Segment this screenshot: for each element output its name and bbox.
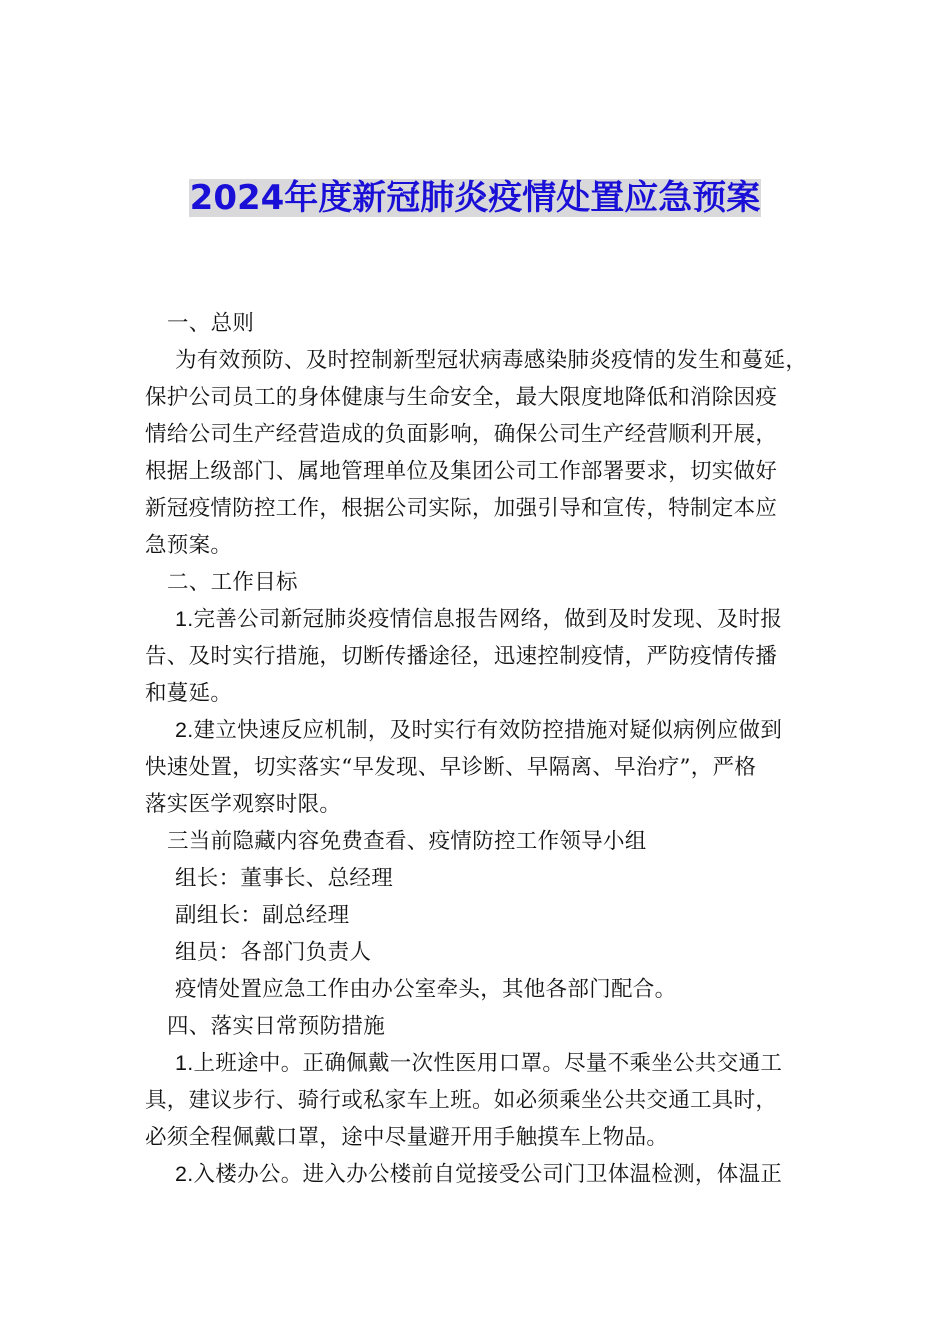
document-title: 2024年度新冠肺炎疫情处置应急预案 <box>189 178 761 218</box>
section-heading: 四、落实日常预防措施 <box>167 1014 386 1039</box>
section-heading: 二、工作目标 <box>167 570 298 595</box>
paragraph-line: 新冠疫情防控工作，根据公司实际，加强引导和宣传，特制定本应 <box>145 496 778 521</box>
list-number: 1. <box>175 607 194 631</box>
list-item-line <box>145 1156 810 1193</box>
list-text: 上班途中。正确佩戴一次性医用口罩。尽量不乘坐公共交通工 <box>193 1051 783 1076</box>
list-item-line: 和蔓延。 <box>145 681 233 706</box>
list-item-line <box>145 1045 810 1082</box>
list-item-line <box>145 712 810 749</box>
member-line: 疫情处置应急工作由办公室牵头，其他各部门配合。 <box>175 977 677 1002</box>
list-item-line: 落实医学观察时限。 <box>145 792 342 817</box>
paragraph-line: 情给公司生产经营造成的负面影响，确保公司生产经营顺利开展， <box>145 422 778 447</box>
list-item-line: 告、及时实行措施，切断传播途径，迅速控制疫情，严防疫情传播 <box>145 644 778 669</box>
list-number: 1. <box>175 1051 194 1075</box>
list-number: 2. <box>175 718 194 742</box>
section-heading: 三当前隐藏内容免费查看、疫情防控工作领导小组 <box>167 829 647 854</box>
paragraph-line: 根据上级部门、属地管理单位及集团公司工作部署要求，切实做好 <box>145 459 778 484</box>
list-text: 建立快速反应机制，及时实行有效防控措施对疑似病例应做到 <box>193 718 783 743</box>
list-text: 完善公司新冠肺炎疫情信息报告网络，做到及时发现、及时报 <box>193 607 783 632</box>
title-block <box>0 179 950 217</box>
member-line: 副组长：副总经理 <box>175 903 350 928</box>
list-item-line: 必须全程佩戴口罩，途中尽量避开用手触摸车上物品。 <box>145 1125 669 1150</box>
list-item-line: 快速处置，切实落实“早发现、早诊断、早隔离、早治疗”，严格 <box>145 755 757 780</box>
member-line: 组员：各部门负责人 <box>175 940 372 965</box>
member-line: 组长：董事长、总经理 <box>175 866 394 891</box>
section-heading: 一、总则 <box>167 311 255 336</box>
paragraph-line: 为有效预防、及时控制新型冠状病毒感染肺炎疫情的发生和蔓延， <box>175 348 808 373</box>
list-number: 2. <box>175 1162 194 1186</box>
list-item-line: 具，建议步行、骑行或私家车上班。如必须乘坐公共交通工具时， <box>145 1088 778 1113</box>
list-text: 入楼办公。进入办公楼前自觉接受公司门卫体温检测，体温正 <box>193 1162 783 1187</box>
document-body <box>145 305 810 1193</box>
paragraph-line: 急预案。 <box>145 533 233 558</box>
paragraph-line: 保护公司员工的身体健康与生命安全，最大限度地降低和消除因疫 <box>145 385 778 410</box>
list-item-line <box>145 601 810 638</box>
